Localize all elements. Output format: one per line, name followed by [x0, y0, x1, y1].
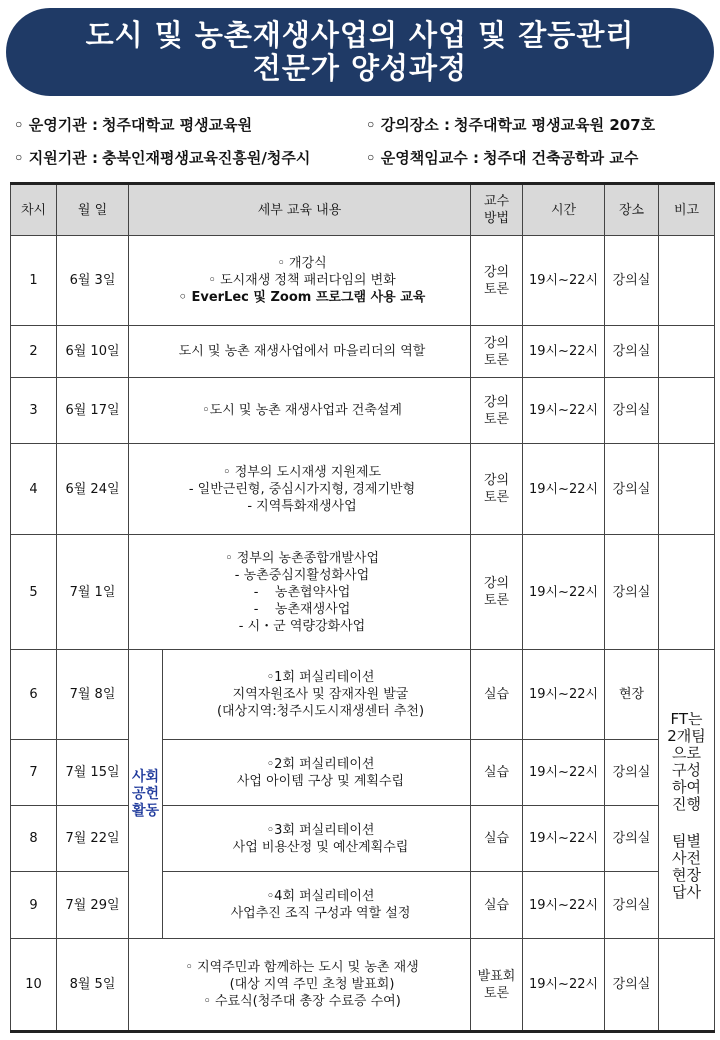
- content-line: ◦ EverLec 및 Zoom 프로그램 사용 교육: [178, 290, 426, 305]
- session-content: [163, 872, 471, 939]
- session-time: 19시~22시: [523, 236, 605, 326]
- title-line-1: 도시 및 농촌재생사업의 사업 및 갈등관리: [85, 18, 635, 52]
- note-line: 답사: [672, 883, 701, 901]
- method-line: 강의: [483, 473, 510, 488]
- method-line: 실습: [483, 765, 510, 780]
- session-time: 19시~22시: [523, 444, 605, 535]
- note-line: 하여: [672, 778, 701, 796]
- content-line: 사업 아이템 구상 및 계획수립: [236, 773, 405, 789]
- session-number: 7: [11, 740, 57, 806]
- info-professor: [366, 147, 638, 168]
- session-content: [129, 236, 471, 326]
- header-method-line2: 방법: [483, 211, 510, 226]
- content-line: ◦2회 퍼실리테이션: [266, 756, 375, 772]
- info-support-label: ◦ 지원기관 :: [14, 149, 98, 167]
- method-line: 토론: [483, 352, 510, 368]
- note-line: 으로: [672, 744, 701, 762]
- method-line: 실습: [483, 897, 510, 913]
- table-row: [11, 872, 715, 939]
- session-time: 19시~22시: [523, 740, 605, 806]
- session-method: [471, 872, 523, 939]
- session-number: 8: [11, 806, 57, 872]
- session-number: 4: [11, 444, 57, 535]
- session-method: [471, 939, 523, 1032]
- session-place: 강의실: [605, 236, 659, 326]
- content-line: ◦ 도시재생 정책 패러다임의 변화: [208, 273, 396, 288]
- content-line: ◦ 수료식(청주대 총장 수료증 수여): [203, 994, 401, 1009]
- title-line-2: 전문가 양성과정: [252, 51, 468, 85]
- session-note: [659, 378, 715, 444]
- session-time: 19시~22시: [523, 650, 605, 740]
- content-line: (대상지역:청주시도시재생센터 추천): [216, 704, 425, 719]
- session-content: [129, 535, 471, 650]
- table-row: [11, 535, 715, 650]
- session-content: [163, 806, 471, 872]
- method-line: 토론: [483, 281, 510, 297]
- session-method: [471, 535, 523, 650]
- content-line: ◦도시 및 농촌 재생사업과 건축설계: [201, 403, 402, 418]
- header-content: 세부 교육 내용: [129, 184, 471, 236]
- session-method: [471, 326, 523, 378]
- note-line: 구성: [672, 761, 701, 779]
- session-content: [163, 650, 471, 740]
- session-date: 7월 1일: [57, 535, 129, 650]
- info-professor-value: 청주대 건축공학과 교수: [482, 149, 639, 167]
- table-row: [11, 650, 715, 740]
- table-row: [11, 806, 715, 872]
- info-support-value: 충북인재평생교육진흥원/청주시: [102, 149, 311, 167]
- header-session: 차시: [11, 184, 57, 236]
- session-time: 19시~22시: [523, 326, 605, 378]
- session-date: 6월 3일: [57, 236, 129, 326]
- content-line: - 농촌협약사업: [253, 584, 351, 600]
- session-method: [471, 806, 523, 872]
- session-content: [129, 378, 471, 444]
- content-line: - 농촌재생사업: [253, 601, 351, 617]
- note-line: 2개팀: [667, 727, 706, 745]
- session-time: 19시~22시: [523, 535, 605, 650]
- header-note: 비고: [659, 184, 715, 236]
- session-time: 19시~22시: [523, 872, 605, 939]
- session-note: [659, 939, 715, 1032]
- session-place: 강의실: [605, 378, 659, 444]
- method-line: 발표회: [477, 968, 516, 984]
- content-line: 사업추진 조직 구성과 역할 설정: [230, 906, 411, 921]
- content-line: - 일반근린형, 중심시가지형, 경제기반형: [188, 481, 416, 497]
- session-place: 강의실: [605, 740, 659, 806]
- session-number: 1: [11, 236, 57, 326]
- session-content: [129, 444, 471, 535]
- info-operator-label: ◦ 운영기관 :: [14, 116, 98, 134]
- content-line: ◦ 정부의 농촌종합개발사업: [224, 550, 380, 566]
- session-note: [659, 236, 715, 326]
- table-row: [11, 236, 715, 326]
- group-label-line: 사회: [131, 768, 160, 785]
- session-content: [129, 326, 471, 378]
- content-line: ◦ 지역주민과 함께하는 도시 및 농촌 재생: [185, 960, 419, 975]
- session-note: [659, 326, 715, 378]
- session-number: 3: [11, 378, 57, 444]
- method-line: 실습: [483, 687, 510, 702]
- session-date: 7월 8일: [57, 650, 129, 740]
- info-venue-label: ◦ 강의장소 :: [366, 116, 450, 134]
- session-method: [471, 650, 523, 740]
- content-line: ◦ 정부의 도시재생 지원제도: [222, 464, 382, 480]
- table-row: [11, 378, 715, 444]
- session-date: 6월 24일: [57, 444, 129, 535]
- method-line: 강의: [483, 394, 510, 410]
- session-place: 강의실: [605, 535, 659, 650]
- schedule-table: [10, 182, 715, 1033]
- session-place: 강의실: [605, 806, 659, 872]
- session-place: 현장: [605, 650, 659, 740]
- note-line: 진행: [672, 795, 701, 813]
- note-gap: [659, 813, 714, 833]
- session-place: 강의실: [605, 326, 659, 378]
- content-line: 사업 비용산정 및 예산계획수립: [232, 839, 409, 855]
- note-fieldtrip: [659, 650, 715, 939]
- title-banner: [6, 8, 714, 96]
- info-venue: [366, 114, 655, 135]
- session-number: 5: [11, 535, 57, 650]
- note-line: 사전: [672, 849, 701, 867]
- table-row: [11, 326, 715, 378]
- method-line: 토론: [483, 593, 510, 608]
- session-date: 7월 15일: [57, 740, 129, 806]
- session-place: 강의실: [605, 872, 659, 939]
- session-note: [659, 444, 715, 535]
- session-date: 6월 17일: [57, 378, 129, 444]
- info-venue-value: 청주대학교 평생교육원 207호: [454, 116, 656, 134]
- session-method: [471, 740, 523, 806]
- content-line: ◦ 개강식: [277, 256, 327, 271]
- session-number: 2: [11, 326, 57, 378]
- session-content: [129, 939, 471, 1032]
- table-header-row: [11, 184, 715, 236]
- content-line: (대상 지역 주민 초청 발표회): [229, 977, 395, 992]
- session-place: 강의실: [605, 939, 659, 1032]
- header-place: 장소: [605, 184, 659, 236]
- note-line: FT는: [670, 710, 703, 728]
- session-date: 6월 10일: [57, 326, 129, 378]
- content-line: ◦3회 퍼실리테이션: [266, 822, 375, 838]
- table-row: [11, 939, 715, 1032]
- header-method-line1: 교수: [483, 194, 510, 209]
- info-operator: [14, 114, 252, 135]
- method-line: 강의: [483, 264, 510, 280]
- header-time: 시간: [523, 184, 605, 236]
- session-number: 9: [11, 872, 57, 939]
- table-row: [11, 740, 715, 806]
- info-support: [14, 147, 310, 168]
- session-date: 7월 29일: [57, 872, 129, 939]
- session-method: [471, 444, 523, 535]
- session-place: 강의실: [605, 444, 659, 535]
- table-row: [11, 444, 715, 535]
- session-time: 19시~22시: [523, 806, 605, 872]
- method-line: 실습: [483, 831, 510, 846]
- session-content: [163, 740, 471, 806]
- info-professor-label: ◦ 운영책임교수 :: [366, 149, 479, 167]
- method-line: 토론: [483, 490, 510, 505]
- content-line: - 농촌중심지활성화사업: [234, 567, 370, 583]
- content-line: 도시 및 농촌 재생사업에서 마을리더의 역할: [178, 344, 426, 359]
- content-line: - 시・군 역량강화사업: [238, 618, 366, 634]
- group-label-line: 활동: [131, 802, 160, 819]
- method-line: 토론: [483, 411, 510, 427]
- session-date: 8월 5일: [57, 939, 129, 1032]
- session-method: [471, 236, 523, 326]
- session-number: 6: [11, 650, 57, 740]
- content-line: ◦1회 퍼실리테이션: [266, 670, 375, 685]
- group-label-line: 공헌: [131, 785, 160, 802]
- session-time: 19시~22시: [523, 378, 605, 444]
- session-method: [471, 378, 523, 444]
- info-operator-value: 청주대학교 평생교육원: [102, 116, 253, 134]
- group-label-social-contribution: [129, 650, 163, 939]
- method-line: 강의: [483, 335, 510, 351]
- content-line: - 지역특화재생사업: [247, 498, 357, 514]
- content-line: 지역자원조사 및 잠재자원 발굴: [232, 687, 409, 702]
- header-date: 월 일: [57, 184, 129, 236]
- note-line: 팀별: [672, 832, 701, 850]
- session-number: 10: [11, 939, 57, 1032]
- session-time: 19시~22시: [523, 939, 605, 1032]
- method-line: 토론: [483, 985, 510, 1001]
- method-line: 강의: [483, 576, 510, 591]
- header-method: [471, 184, 523, 236]
- session-note: [659, 535, 715, 650]
- note-line: 현장: [672, 866, 701, 884]
- content-line: ◦4회 퍼실리테이션: [266, 889, 375, 904]
- session-date: 7월 22일: [57, 806, 129, 872]
